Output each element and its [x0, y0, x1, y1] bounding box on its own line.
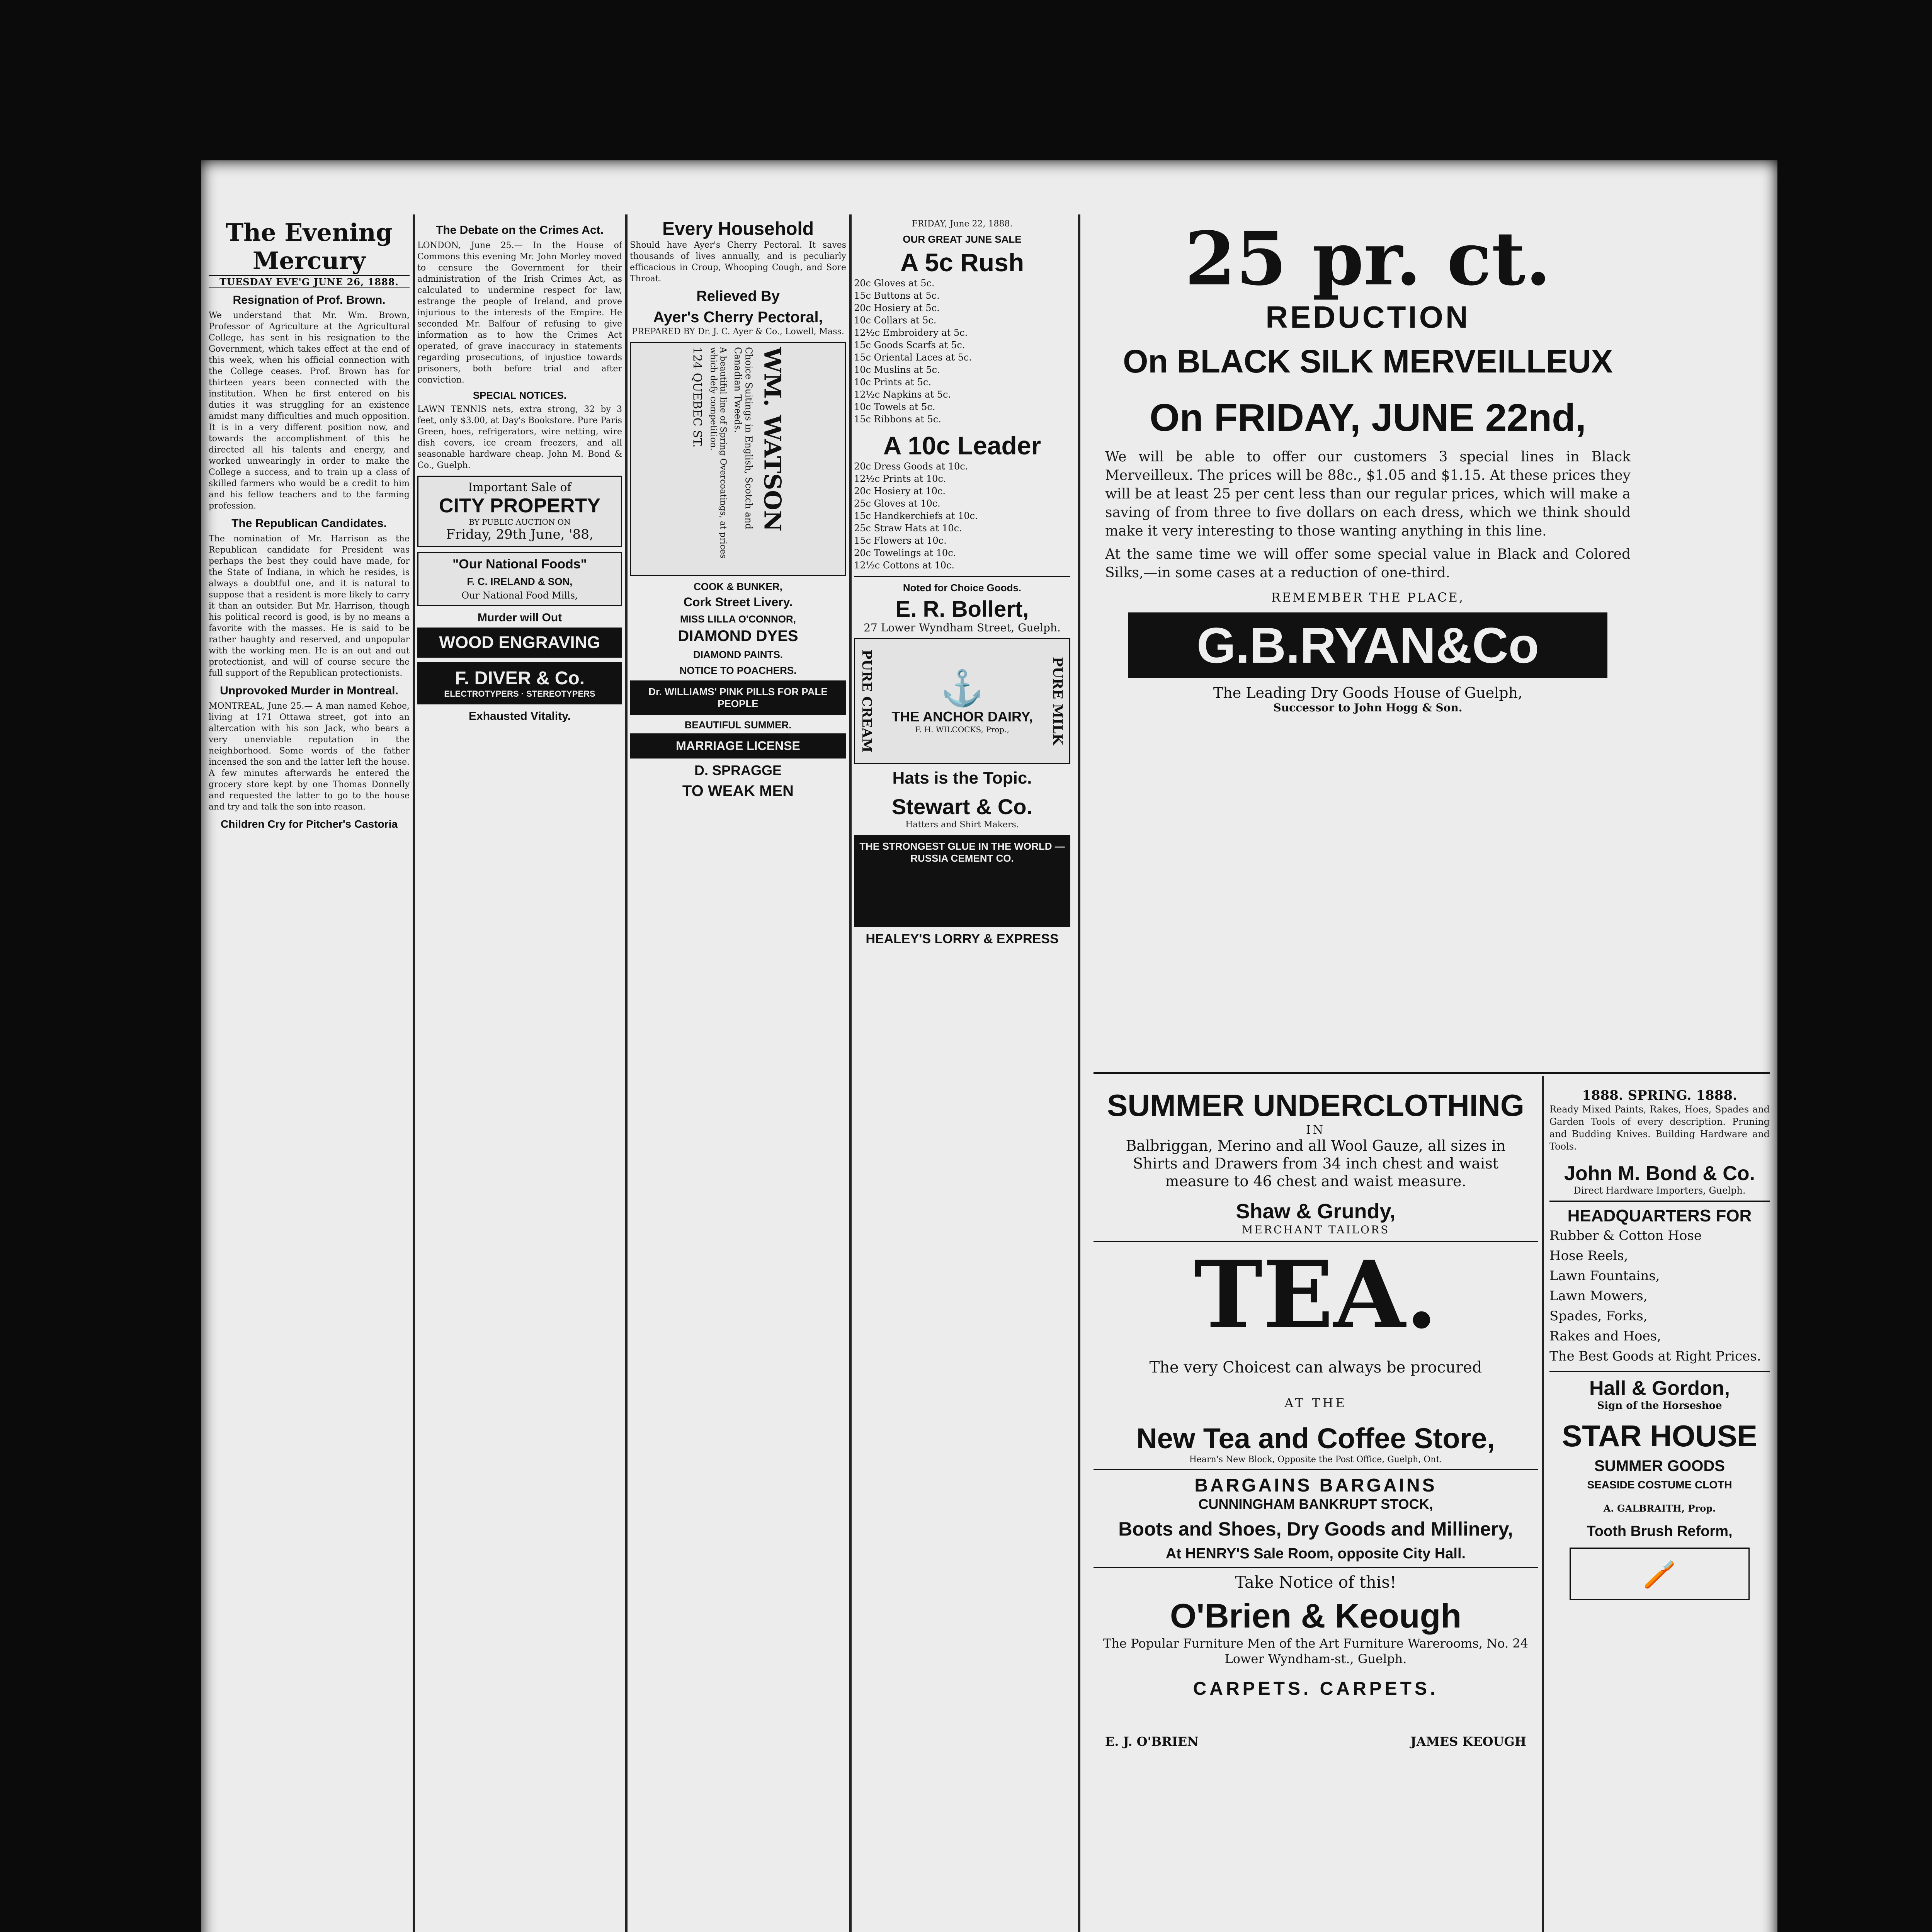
divider: [1549, 1201, 1770, 1202]
ad-title: THE ANCHOR DAIRY,: [891, 708, 1033, 724]
ad-line: IN: [1306, 1123, 1326, 1137]
glue-ad: THE STRONGEST GLUE IN THE WORLD — RUSSIA CEMENT CO.: [854, 835, 1070, 927]
article-heading: Unprovoked Murder in Montreal.: [220, 684, 398, 697]
ad-title: HEALEY'S LORRY & EXPRESS: [866, 932, 1059, 946]
ad-line: Direct Hardware Importers, Guelph.: [1573, 1185, 1746, 1196]
list-item: 20c Dress Goods at 10c.: [854, 461, 968, 472]
ad-body: Balbriggan, Merino and all Wool Gauze, all sizes in Shirts and Drawers from 34 inch chest and waist measure to 46 chest and waist measure.: [1126, 1137, 1506, 1190]
ad-date: Friday, 29th June, '88,: [446, 527, 594, 542]
ad-line: Take Notice of this!: [1235, 1573, 1396, 1592]
article-body: LONDON, June 25.— In the House of Commons this evening Mr. John Morley moved to censure the Government for their administration of the Irish Crimes Act, as calculated to undermine respect for law, estrange the people of Ireland, and prove injurious to the interests of the Empire. He seconded Mr. Balfour of refusing to give information as to how the Crimes Act operated, of grave inaccuracy in statements regarding prosecutions, of injustice towards prisoners, both before trial and after conviction.: [417, 241, 622, 385]
ad-title: Relieved By: [696, 288, 780, 304]
ad-line: ELECTROTYPERS · STEREOTYPERS: [444, 689, 595, 699]
ad-body: The very Choicest can always be procured: [1149, 1359, 1482, 1376]
watson-address: 124 QUEBEC ST.: [690, 347, 704, 448]
ad-line: Hearn's New Block, Opposite the Post Office, Guelph, Ont.: [1189, 1455, 1442, 1464]
ad-line: Our National Food Mills,: [461, 590, 578, 601]
ad-line: At HENRY'S Sale Room, opposite City Hall.: [1165, 1546, 1466, 1562]
divider: [1094, 1567, 1538, 1568]
article-body: We understand that Mr. Wm. Brown, Professor of Agriculture at the Agricultural College, has sent in his resignation to the Government, which takes effect at the end of this week, when his official connection with the College ceases. Prof. Brown has for thirteen years been connected with the institution. When he first entered on his duties it was struggling for an existence amidst many difficulties and much opposition. It is in a very different position now, and towards the accomplishment of this he directed all his talents and energy, and worked unwearingly in order to make the College a success, and to train up a class of skilled farmers who would be a credit to him and his fellow teachers and to the farming profession.: [209, 311, 410, 511]
divider: [1094, 1469, 1538, 1470]
ad-line: A. GALBRAITH, Prop.: [1603, 1503, 1716, 1514]
anchor-icon: ⚓: [940, 668, 984, 709]
watson-ad: [630, 342, 846, 576]
ad-title: NOTICE TO POACHERS.: [679, 665, 797, 676]
ad-line: BY PUBLIC AUCTION ON: [469, 517, 571, 527]
column-7: [1549, 1088, 1770, 1608]
ad-title: A 10c Leader: [883, 431, 1041, 460]
article-body: The nomination of Mr. Harrison as the Republican candidate for President was perhaps the best they could have made, for the State of Indiana, in which he resides, is always a doubtful one, and it is natural to suppose that a resident is more likely to carry it than an outsider. But Mr. Harrison, though his political record is good, is by no means a favorite with the masses. He is said to be rather haughty and reserved, and unpopular with the working men. He is an out and out protectionist, and will of course secure the full support of the Republican protectionists.: [209, 534, 410, 678]
list-item: 15c Handkerchiefs at 10c.: [854, 510, 978, 521]
ad-line: SUMMER GOODS: [1594, 1458, 1725, 1475]
list-item: 15c Flowers at 10c.: [854, 535, 947, 546]
ad-line: REDUCTION: [1265, 300, 1470, 334]
list-item: 15c Oriental Laces at 5c.: [854, 352, 972, 363]
ad-title: New Tea and Coffee Store,: [1136, 1422, 1495, 1454]
ad-title: O'Brien & Keough: [1170, 1597, 1462, 1635]
list-item: 12½c Napkins at 5c.: [854, 389, 951, 400]
divider: [1549, 1371, 1770, 1372]
divider: [854, 576, 1070, 577]
toothbrush-icon: 🪥: [1570, 1548, 1750, 1600]
ad-headline: 25 pr. ct.: [1185, 218, 1551, 302]
dairy-ad: [854, 638, 1070, 764]
list-item: Rakes and Hoes,: [1549, 1328, 1661, 1344]
marriage-license-ad: MARRIAGE LICENSE: [630, 733, 846, 759]
list-item: 10c Towels at 5c.: [854, 401, 935, 412]
ad-title: SUMMER UNDERCLOTHING: [1107, 1088, 1524, 1122]
ad-title: Hats is the Topic.: [892, 769, 1032, 787]
ad-title: A 5c Rush: [900, 248, 1024, 277]
list-item: 10c Collars at 5c.: [854, 315, 937, 326]
ad-title: D. SPRAGGE: [694, 762, 782, 778]
pink-pills-ad: Dr. WILLIAMS' PINK PILLS FOR PALE PEOPLE: [630, 680, 846, 715]
item-list: [1549, 1226, 1770, 1366]
ad-title: Every Household: [662, 219, 814, 239]
ad-title: Boots and Shoes, Dry Goods and Millinery,: [1118, 1518, 1513, 1540]
divider: [1094, 1072, 1770, 1074]
price-list: [854, 277, 1070, 425]
list-item: Hose Reels,: [1549, 1248, 1628, 1264]
list-item: 15c Ribbons at 5c.: [854, 414, 941, 425]
ad-title: MISS LILLA O'CONNOR,: [680, 613, 796, 625]
ad-title: TO WEAK MEN: [682, 782, 794, 799]
column-3: [630, 218, 846, 800]
ad-line: Hatters and Shirt Makers.: [905, 820, 1019, 830]
watson-line: A beautiful line of Spring Overcoatings, at prices which defy competition.: [708, 347, 728, 559]
article-heading: The Republican Candidates.: [231, 517, 387, 530]
ad-line: AT THE: [1284, 1396, 1347, 1410]
signature-line: [1094, 1734, 1538, 1749]
dateline: TUESDAY EVE'G JUNE 26, 1888.: [209, 276, 410, 288]
ad-title: Cork Street Livery.: [683, 595, 793, 609]
article-heading: The Debate on the Crimes Act.: [436, 224, 604, 236]
section-heading: SPECIAL NOTICES.: [473, 389, 567, 401]
list-item: 20c Gloves at 5c.: [854, 278, 935, 289]
ad-body: We will be able to offer our customers 3 special lines in Black Merveilleux. The prices will be 88c., $1.05 and $1.15. At these prices they will be at least 25 per cent less than our regular prices, which will make a saving of from three to five dollars on each dress, which we think should make it very interesting to those wanting anything in this line.: [1105, 449, 1631, 539]
ryan-logo: G.B.RYAN&Co: [1128, 612, 1607, 678]
ad-line: MERCHANT TAILORS: [1242, 1223, 1390, 1236]
ad-title: CARPETS. CARPETS.: [1193, 1679, 1439, 1699]
column-1: [209, 218, 410, 833]
ad-title: Exhausted Vitality.: [469, 710, 571, 723]
list-item: 25c Straw Hats at 10c.: [854, 523, 962, 534]
ad-title: Tooth Brush Reform,: [1587, 1523, 1733, 1539]
signature: JAMES KEOUGH: [1410, 1734, 1526, 1749]
column-rule: [1078, 214, 1080, 1932]
price-list: [854, 460, 1070, 571]
watson-name: WM. WATSON: [759, 347, 786, 532]
ad-line: Successor to John Hogg & Son.: [1273, 701, 1463, 714]
column-rule: [625, 214, 628, 1932]
ad-title: COOK & BUNKER,: [694, 581, 782, 592]
ad-title: E. R. Bollert,: [895, 597, 1029, 622]
list-item: Lawn Fountains,: [1549, 1268, 1660, 1284]
list-item: 12½c Prints at 10c.: [854, 473, 946, 484]
ad-title: DIAMOND PAINTS.: [693, 649, 783, 660]
ad-title: DIAMOND DYES: [678, 628, 798, 645]
masthead-title: The Evening Mercury: [209, 218, 410, 276]
ad-line: On FRIDAY, JUNE 22nd,: [1150, 396, 1586, 439]
list-item: 20c Hosiery at 5c.: [854, 303, 940, 313]
ad-line: F. H. WILCOCKS, Prop.,: [915, 724, 1009, 734]
wood-engraving-ad: WOOD ENGRAVING: [417, 628, 622, 658]
ad-title: BARGAINS BARGAINS: [1194, 1475, 1437, 1496]
list-item: 10c Prints at 5c.: [854, 377, 931, 388]
ad-title: STAR HOUSE: [1562, 1419, 1757, 1453]
list-item: 20c Towelings at 10c.: [854, 548, 956, 558]
article-body: MONTREAL, June 25.— A man named Kehoe, living at 171 Ottawa street, got into an altercation with his son Jack, who bears a very unenviable reputation in the neighborhood. Some words of the father incensed the son and the latter left the house. A few minutes afterwards he entered the grocery store kept by one Thomas Donnelly and requested the latter to go to the house and try and talk the son into reason.: [209, 701, 410, 812]
city-property-ad: [417, 476, 622, 547]
list-item: 15c Buttons at 5c.: [854, 290, 940, 301]
ad-title: Murder will Out: [477, 611, 562, 624]
column-4: [854, 218, 1070, 947]
list-item: 25c Gloves at 10c.: [854, 498, 940, 509]
dairy-side: PURE CREAM: [859, 649, 874, 753]
ad-body: PREPARED BY Dr. J. C. Ayer & Co., Lowell, Mass.: [632, 327, 844, 337]
ad-body: 27 Lower Wyndham Street, Guelph.: [864, 621, 1061, 634]
ad-line: The Leading Dry Goods House of Guelph,: [1213, 684, 1523, 701]
list-item: Lawn Mowers,: [1549, 1288, 1648, 1304]
ad-title: Hall & Gordon,: [1589, 1377, 1730, 1400]
ryan-ad: [1094, 218, 1642, 714]
ad-title: F. DIVER & Co.: [454, 668, 585, 689]
column-rule: [413, 214, 415, 1932]
column-2: [417, 218, 622, 726]
list-item: The Best Goods at Right Prices.: [1549, 1349, 1761, 1364]
list-item: Spades, Forks,: [1549, 1308, 1648, 1324]
ad-line: SEASIDE COSTUME CLOTH: [1587, 1479, 1732, 1491]
ad-body: The Popular Furniture Men of the Art Furniture Warerooms, No. 24 Lower Wyndham-st., Guelph.: [1103, 1636, 1528, 1666]
dairy-center: [891, 668, 1032, 734]
diver-ad: [417, 662, 622, 704]
column-6: [1094, 1088, 1538, 1749]
ad-title: John M. Bond & Co.: [1564, 1162, 1755, 1185]
ad-title: Shaw & Grundy,: [1236, 1200, 1396, 1223]
castoria-ad: Children Cry for Pitcher's Castoria: [221, 818, 398, 830]
tea-headline: TEA.: [1194, 1240, 1438, 1349]
ad-title: Stewart & Co.: [891, 794, 1033, 819]
signature: E. J. O'BRIEN: [1105, 1734, 1199, 1749]
newspaper-page: [201, 160, 1777, 1932]
list-item: 10c Muslins at 5c.: [854, 364, 940, 375]
dateline: FRIDAY, June 22, 1888.: [912, 219, 1013, 229]
ad-body: Ready Mixed Paints, Rakes, Hoes, Spades and Garden Tools of every description. Pruning and Budding Knives. Building Hardware and Tools.: [1549, 1104, 1770, 1152]
ad-line: Important Sale of: [468, 481, 571, 494]
ad-line: On BLACK SILK MERVEILLEUX: [1123, 343, 1613, 379]
ad-title: Ayer's Cherry Pectoral,: [653, 309, 823, 326]
ad-line: CUNNINGHAM BANKRUPT STOCK,: [1198, 1496, 1433, 1512]
ad-line: Sign of the Horseshoe: [1597, 1400, 1722, 1412]
ad-body: Should have Ayer's Cherry Pectoral. It saves thousands of lives annually, and is peculiarly efficacious in Croup, Whooping Cough, and Sore Throat.: [630, 240, 846, 284]
ad-title: 1888. SPRING. 1888.: [1582, 1088, 1737, 1103]
notices-body: LAWN TENNIS nets, extra strong, 32 by 3 feet, only $3.00, at Day's Bookstore. Pure Paris Green, hoes, refrigerators, wire netting, wire dish covers, ice cream freezers, and all seasonable hardware cheap. John M. Bond & Co., Guelph.: [417, 405, 622, 470]
column-rule: [1542, 1076, 1544, 1932]
watson-line: Choice Suitings in English, Scotch and Canadian Tweeds.: [732, 347, 754, 529]
list-item: Rubber & Cotton Hose: [1549, 1228, 1702, 1243]
ad-title: CITY PROPERTY: [439, 495, 600, 517]
ad-title: HEADQUARTERS FOR: [1567, 1206, 1752, 1225]
ad-title: OUR GREAT JUNE SALE: [903, 233, 1022, 245]
article-heading: Resignation of Prof. Brown.: [233, 294, 386, 306]
ad-title: "Our National Foods": [452, 557, 587, 571]
dairy-side: PURE MILK: [1050, 656, 1065, 745]
ad-body: At the same time we will offer some special value in Black and Colored Silks,—in some cases at a reduction of one-third.: [1105, 546, 1631, 581]
list-item: 15c Goods Scarfs at 5c.: [854, 340, 965, 350]
list-item: 12½c Cottons at 10c.: [854, 560, 955, 571]
column-rule: [849, 214, 852, 1932]
list-item: 12½c Embroidery at 5c.: [854, 327, 968, 338]
list-item: 20c Hosiery at 10c.: [854, 486, 946, 497]
ad-line: REMEMBER THE PLACE,: [1271, 590, 1465, 605]
national-foods-ad: [417, 552, 622, 606]
ad-line: Noted for Choice Goods.: [903, 582, 1022, 594]
ad-line: F. C. IRELAND & SON,: [467, 576, 573, 587]
ad-title: BEAUTIFUL SUMMER.: [684, 719, 792, 731]
